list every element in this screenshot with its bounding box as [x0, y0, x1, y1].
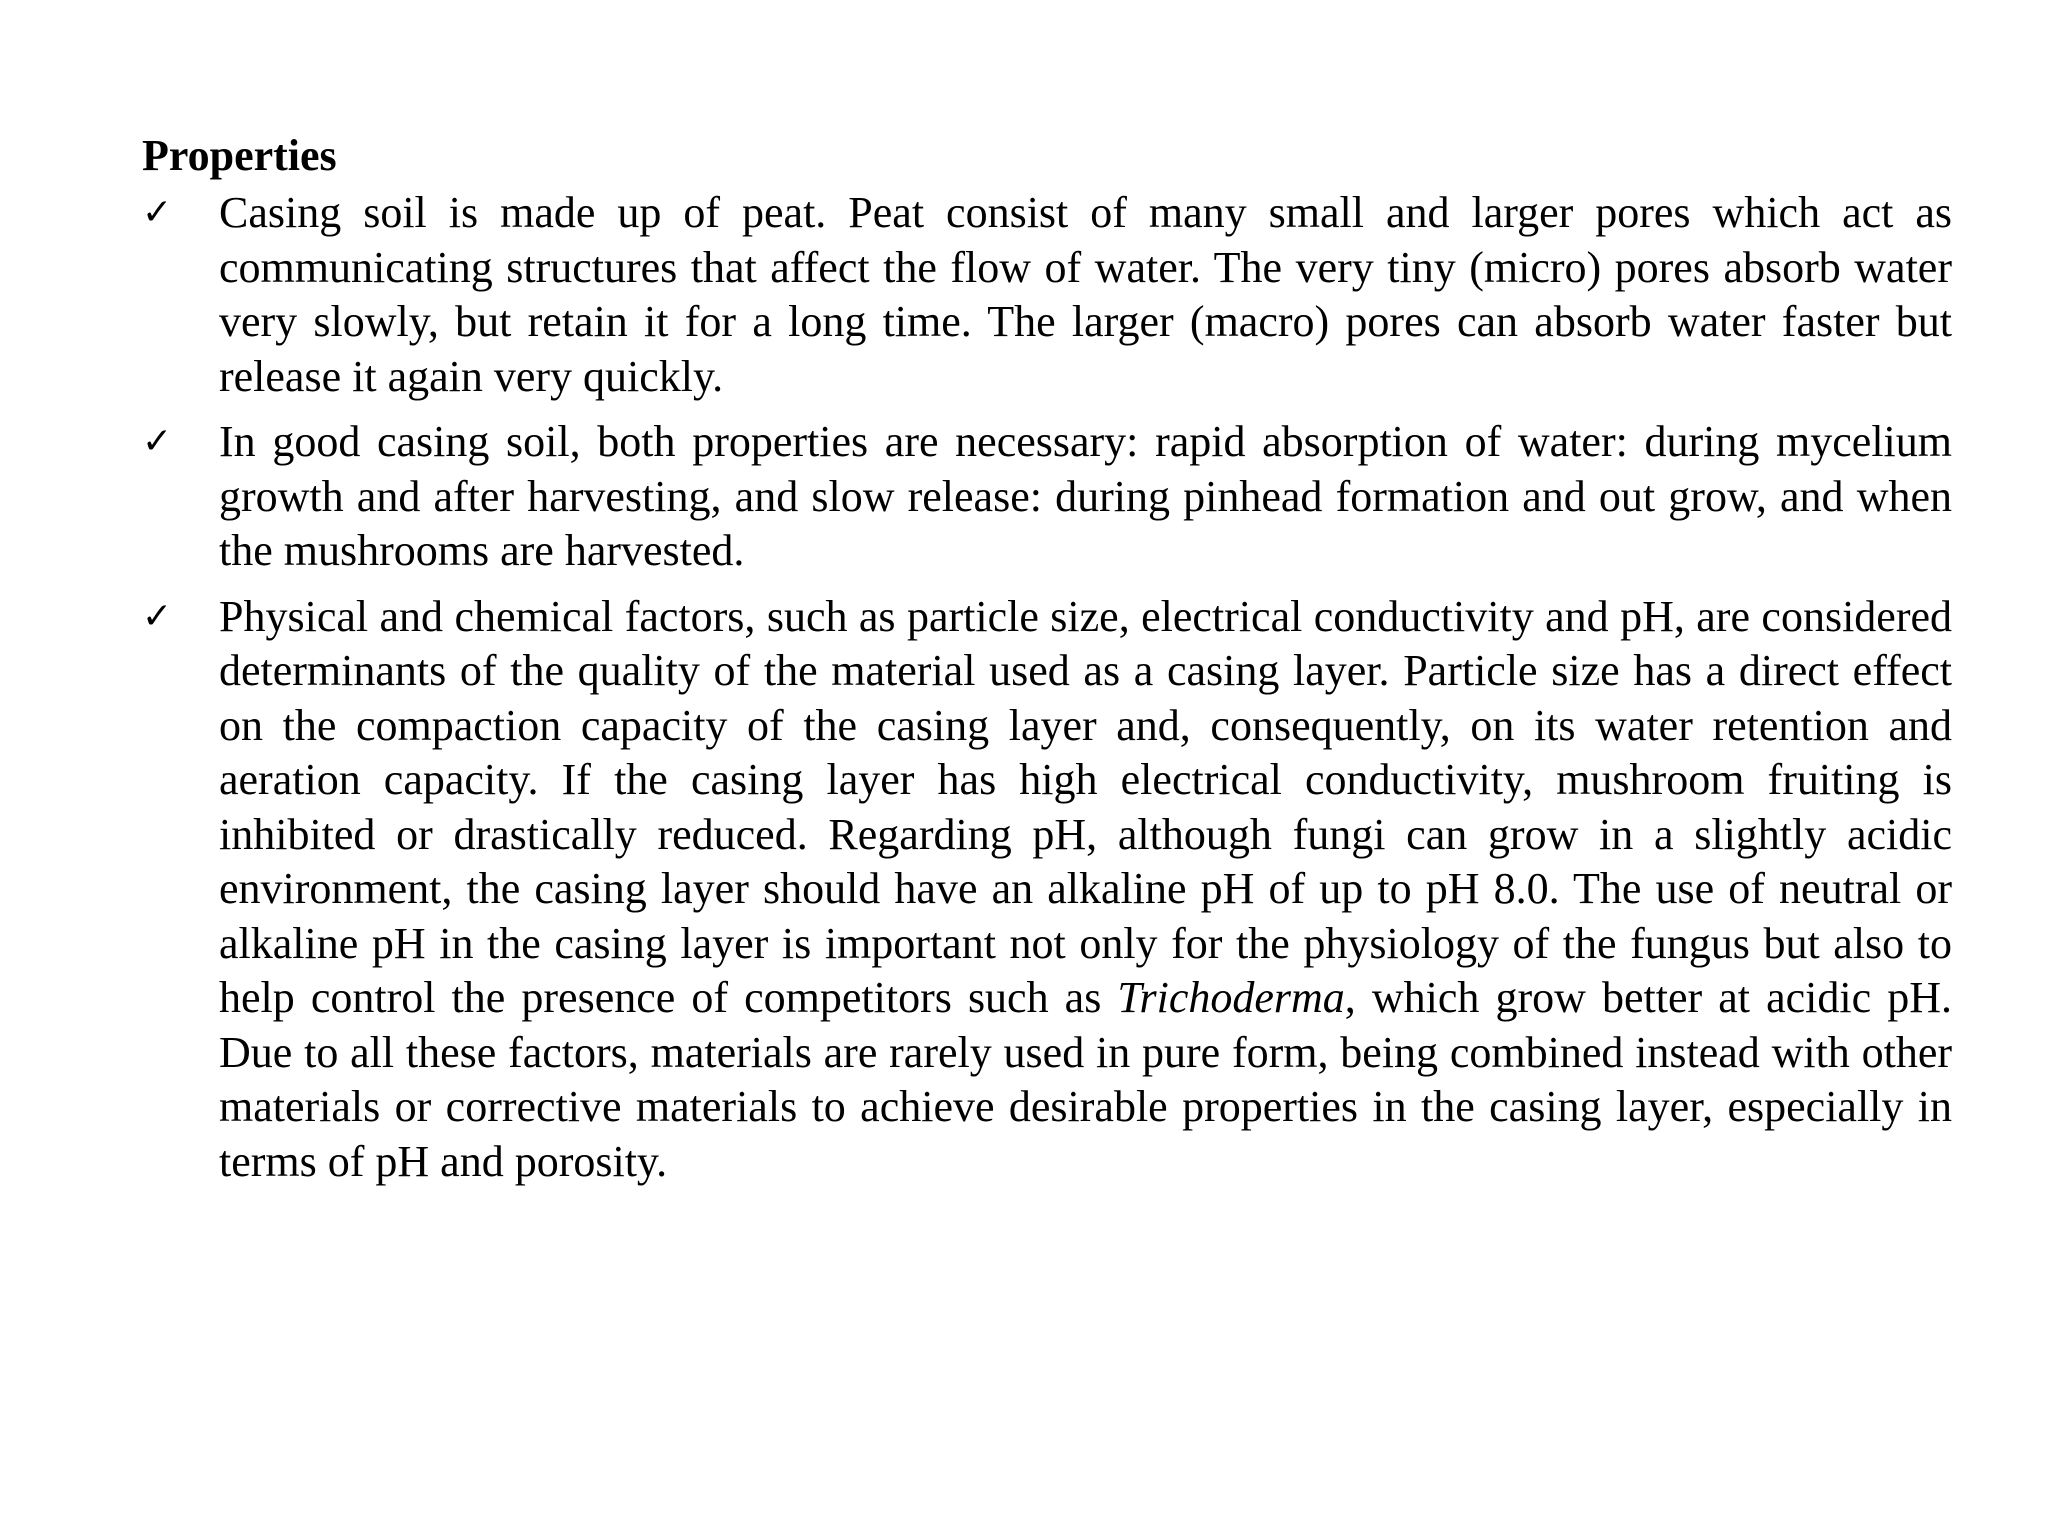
bullet-text: Casing soil is made up of peat. Peat consist of many small and larger pores which act as communicating structures that affect the flow of water. The very tiny (micro) pores absorb water very slowly, but retain it for a long time. The larger (macro) pores can absorb water faster but release it again very quickly. [219, 188, 1952, 401]
bullet-text: In good casing soil, both properties are necessary: rapid absorption of water: during mycelium growth and after harvesting, and slow release: during pinhead formation and out grow, and when the mushrooms are harvested. [219, 417, 1952, 575]
list-item [142, 186, 1952, 404]
section-heading: Properties [142, 131, 337, 180]
check-mark-icon: ✓ [142, 192, 173, 233]
bullet-text-part: , which grow better at acidic pH. Due to all these factors, materials are rarely used in pure form, being combined instead with other materials or corrective materials to achieve desirable properties in the casing layer, especially in terms of pH and porosity. [219, 973, 1952, 1186]
check-mark-icon: ✓ [142, 595, 173, 637]
list-item [142, 590, 1952, 1190]
species-name: Trichoderma [1117, 973, 1345, 1022]
list-item [142, 415, 1952, 579]
check-mark-icon: ✓ [142, 421, 173, 462]
bullet-text [219, 590, 1952, 1190]
bullet-text-part: Physical and chemical factors, such as particle size, electrical conductivity and pH, are considered determinants of the quality of the material used as a casing layer. Particle size has a direct effect on the compaction capacity of the casing layer and, consequently, on its water retention and aeration capacity. If the casing layer has high electrical conductivity, mushroom fruiting is inhibited or drastically reduced. Regarding pH, although fungi can grow in a slightly acidic environment, the casing layer should have an alkaline pH of up to pH 8.0. The use of neutral or alkaline pH in the casing layer is important not only for the physiology of the fungus but also to help control the presence of competitors such as [219, 591, 1952, 1022]
properties-section [142, 128, 1952, 1200]
properties-list [142, 186, 1952, 1189]
